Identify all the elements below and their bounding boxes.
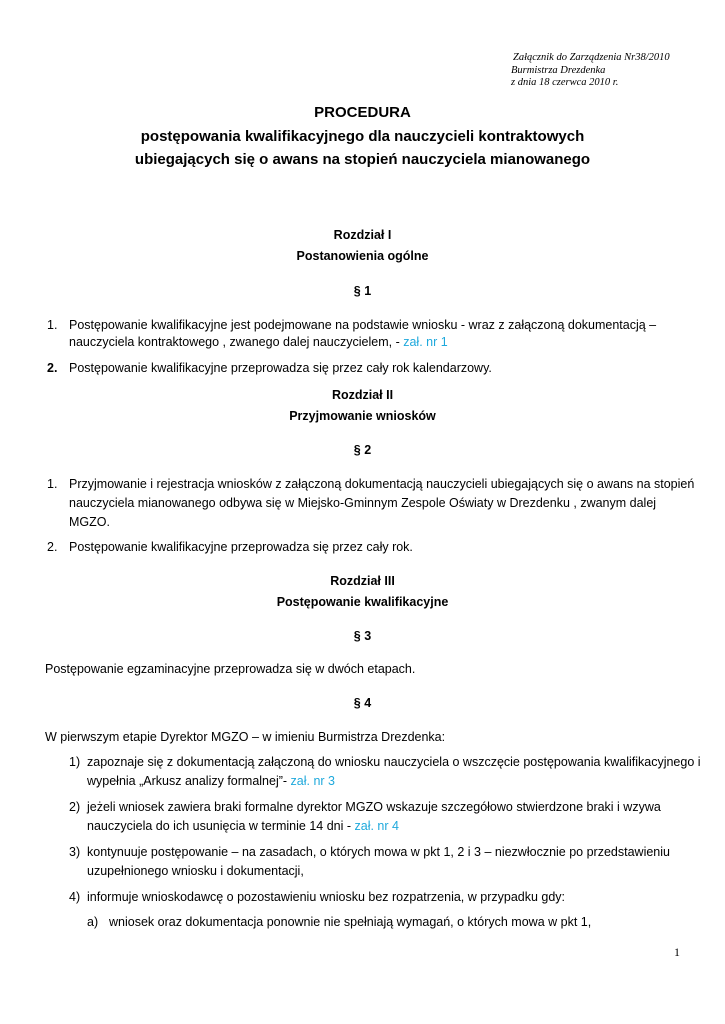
- item-text-line: uzupełnionego wniosku i dokumentacji,: [87, 864, 304, 878]
- subitem-letter: a): [87, 915, 99, 929]
- item-text-line: Postępowanie kwalifikacyjne przeprowadza się przez cały rok.: [69, 540, 413, 554]
- header-line-3: z dnia 18 czerwca 2010 r.: [511, 77, 619, 88]
- item-text-line: Przyjmowanie i rejestracja wniosków z załączoną dokumentacją nauczycieli ubiegających się o awans na stopień: [69, 477, 695, 491]
- title-line-2: postępowania kwalifikacyjnego dla nauczycieli kontraktowych: [140, 128, 585, 145]
- attachment-ref: zał. nr 1: [403, 335, 448, 349]
- chapter-2-subheading: Przyjmowanie wniosków: [289, 409, 436, 423]
- chapter-3-heading: Rozdział III: [330, 574, 395, 588]
- header-line-1: Załącznik do Zarządzenia Nr38/2010: [513, 52, 670, 63]
- paragraph-2-sign: § 2: [353, 443, 372, 457]
- paragraph-3-sign: § 3: [353, 629, 372, 643]
- item-number: 2): [69, 800, 81, 814]
- item-number: 1.: [47, 477, 58, 491]
- item-number: 1.: [47, 318, 58, 332]
- title-procedura: PROCEDURA: [314, 104, 411, 121]
- paragraph-1-sign: § 1: [353, 284, 372, 298]
- item-text-line: Postępowanie kwalifikacyjne przeprowadza się przez cały rok kalendarzowy.: [69, 361, 492, 375]
- chapter-1-subheading: Postanowienia ogólne: [296, 249, 429, 263]
- chapter-1-heading: Rozdział I: [333, 228, 392, 242]
- attachment-ref: zał. nr 3: [290, 774, 336, 788]
- item-number: 2.: [47, 361, 58, 375]
- item-text-line: MGZO.: [69, 515, 110, 529]
- item-text-line: informuje wnioskodawcę o pozostawieniu wniosku bez rozpatrzenia, w przypadku gdy:: [87, 890, 566, 904]
- item-text-line: wypełnia „Arkusz analizy formalnej”- zał. nr 3: [87, 774, 336, 788]
- paragraph-4-intro: W pierwszym etapie Dyrektor MGZO – w imieniu Burmistrza Drezdenka:: [45, 730, 446, 744]
- item-text-line: jeżeli wniosek zawiera braki formalne dyrektor MGZO wskazuje szczegółowo stwierdzone braki i wzywa: [87, 800, 661, 814]
- item-text-line: nauczyciela do ich usunięcia w terminie 14 dni - zał. nr 4: [87, 819, 399, 833]
- paragraph-3-text: Postępowanie egzaminacyjne przeprowadza się w dwóch etapach.: [45, 662, 416, 676]
- item-text-line: kontynuuje postępowanie – na zasadach, o których mowa w pkt 1, 2 i 3 – niezwłocznie po przedstawieniu: [87, 845, 670, 859]
- item-number: 1): [69, 755, 81, 769]
- item-text-line: nauczyciela mianowanego odbywa się w Miejsko-Gminnym Zespole Oświaty w Drezdenku , zwanym dalej: [69, 496, 657, 510]
- item-number: 3): [69, 845, 81, 859]
- attachment-ref: zał. nr 4: [354, 819, 399, 833]
- item-number: 2.: [47, 540, 58, 554]
- item-number: 4): [69, 890, 81, 904]
- subitem-text-line: wniosek oraz dokumentacja ponownie nie spełniają wymagań, o których mowa w pkt 1,: [109, 915, 592, 929]
- paragraph-4-sign: § 4: [353, 696, 372, 710]
- chapter-2-heading: Rozdział II: [331, 388, 394, 402]
- item-text-line: Postępowanie kwalifikacyjne jest podejmowane na podstawie wniosku - wraz z załączoną dokumentacją –: [69, 318, 657, 332]
- item-text-line: zapoznaje się z dokumentacją załączoną do wniosku nauczyciela o wszczęcie postępowania kwalifikacyjnego i: [87, 755, 701, 769]
- chapter-3-subheading: Postępowanie kwalifikacyjne: [276, 595, 449, 609]
- item-text-line: nauczyciela kontraktowego , zwanego dalej nauczycielem, - zał. nr 1: [69, 335, 448, 349]
- header-line-2: Burmistrza Drezdenka: [511, 65, 606, 76]
- page-number: 1: [674, 945, 680, 959]
- title-line-3: ubiegających się o awans na stopień nauczyciela mianowanego: [134, 151, 591, 168]
